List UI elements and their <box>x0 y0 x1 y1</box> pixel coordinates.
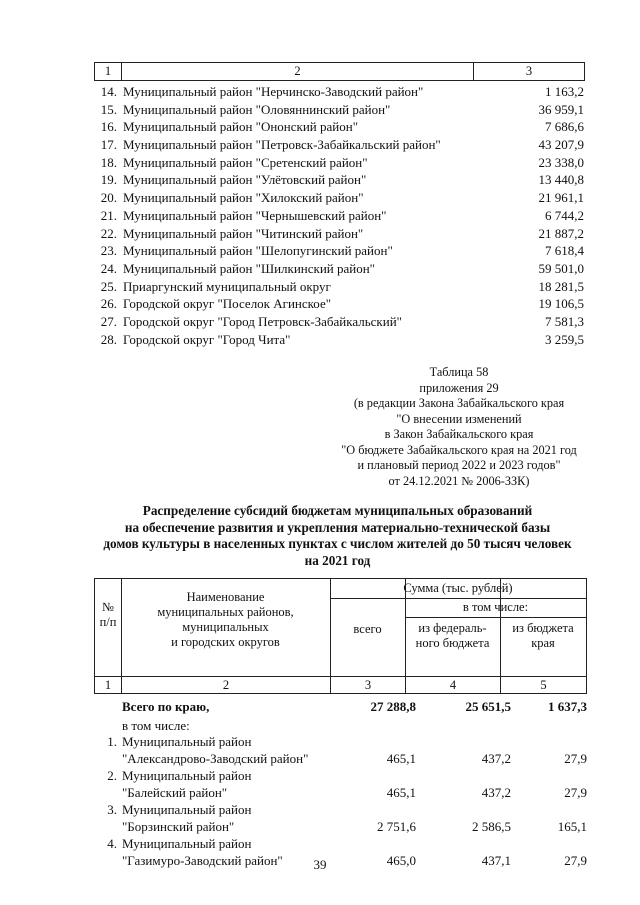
amount: 21 887,2 <box>538 225 584 241</box>
total-label: Всего по краю, <box>122 699 210 714</box>
title-line: домов культуры в населенных пунктах с числом жителей до 50 тысяч человек <box>103 536 572 551</box>
caption-line: (в редакции Закона Забайкальского края <box>353 396 565 410</box>
page-number: 39 <box>313 857 327 872</box>
amount: 3 259,5 <box>545 331 584 347</box>
table-row <box>94 101 585 119</box>
municipality-name: Муниципальный район "Улётовский район" <box>123 172 367 188</box>
row-number: 1. <box>107 734 117 749</box>
column-number: 2 <box>121 677 330 693</box>
sum-regional: 165,1 <box>557 818 587 834</box>
table-row <box>94 118 585 136</box>
sum-regional: 27,9 <box>564 784 587 800</box>
row-number: 24. <box>100 260 117 276</box>
municipality-name: Муниципальный район "Оловяннинский район" <box>123 101 391 117</box>
amount: 18 281,5 <box>538 278 584 294</box>
column-number: 1 <box>95 63 122 80</box>
municipality-name: Муниципальный район "Шелопугинский район" <box>123 243 393 259</box>
amount: 19 106,5 <box>538 296 584 312</box>
municipality-name: Городской округ "Город Чита" <box>123 331 291 347</box>
total-federal: 25 651,5 <box>465 699 511 714</box>
amount: 7 581,3 <box>545 313 584 329</box>
sum-federal: 437,2 <box>481 750 511 766</box>
municipality-name: Муниципальный район "Ононский район" <box>123 119 359 135</box>
including-label: в том числе: <box>122 718 190 733</box>
header-incl: в том числе: <box>462 600 529 614</box>
table-row <box>94 331 585 349</box>
municipality-name: Муниципальный район "Петровск-Забайкальский район" <box>123 137 441 153</box>
row-number: 16. <box>100 119 117 135</box>
table-row <box>94 768 587 802</box>
sum-regional: 27,9 <box>564 852 587 868</box>
caption-line: "О бюджете Забайкальского края на 2021 год <box>341 442 577 457</box>
municipality-name: Городской округ "Поселок Агинское" <box>123 296 332 312</box>
table-row <box>94 313 585 331</box>
column-number: 3 <box>525 64 533 78</box>
column-number: 3 <box>330 677 405 693</box>
row-number: 28. <box>100 331 117 347</box>
including-label-row <box>94 718 587 734</box>
municipality-name: Муниципальный район "Александрово-Заводский район" <box>122 734 309 766</box>
column-number: 5 <box>500 677 586 693</box>
row-number: 4. <box>107 836 117 851</box>
amount: 21 961,1 <box>538 190 584 206</box>
caption-line: "О внесении изменений <box>396 411 522 426</box>
row-number: 26. <box>100 296 117 312</box>
row-number: 2. <box>107 768 117 783</box>
amount: 43 207,9 <box>538 137 584 153</box>
row-number: 22. <box>100 225 117 241</box>
table-row <box>94 83 585 101</box>
header-number: № п/п <box>99 600 117 629</box>
row-number: 18. <box>100 154 117 170</box>
header-regional: из бюджета края <box>512 621 574 650</box>
row-number: 27. <box>100 313 117 329</box>
total-row <box>94 698 587 718</box>
sum-total: 2 751,6 <box>377 818 416 834</box>
table-row <box>94 171 585 189</box>
row-number: 25. <box>100 278 117 294</box>
sum-federal: 2 586,5 <box>472 818 511 834</box>
column-number: 2 <box>122 63 474 80</box>
table-header <box>94 578 587 677</box>
table-row <box>94 295 585 313</box>
table-body <box>94 698 587 870</box>
amount: 36 959,1 <box>538 101 584 117</box>
table-row <box>94 278 585 296</box>
caption-line: приложения 29 <box>419 380 499 395</box>
column-number: 4 <box>405 677 500 693</box>
municipality-name: Муниципальный район "Читинский район" <box>123 225 364 241</box>
total-sum: 27 288,8 <box>370 699 416 714</box>
table-row <box>94 734 587 768</box>
table-column-numbers <box>94 677 587 694</box>
row-number: 20. <box>100 190 117 206</box>
sum-regional: 27,9 <box>564 750 587 766</box>
caption-line: в Закон Забайкальского края <box>384 427 534 441</box>
caption-line: от 24.12.2021 № 2006-ЗЗК) <box>388 473 530 488</box>
sum-total: 465,1 <box>386 784 416 800</box>
row-number: 17. <box>100 137 117 153</box>
amount: 23 338,0 <box>538 154 584 170</box>
table-caption <box>330 365 588 489</box>
caption-line: Таблица 58 <box>429 365 489 379</box>
row-number: 23. <box>100 243 117 259</box>
amount: 7 618,4 <box>545 243 584 259</box>
row-number: 21. <box>100 207 117 223</box>
amount: 6 744,2 <box>545 207 584 223</box>
table-row <box>94 136 585 154</box>
header-federal: из федераль- ного бюджета <box>415 621 490 650</box>
table-row <box>94 225 585 243</box>
subsidy-table-continuation <box>94 62 585 348</box>
table-row <box>94 802 587 836</box>
municipality-name: Муниципальный район "Хилокский район" <box>123 190 364 206</box>
row-number: 15. <box>100 101 117 117</box>
table-row <box>94 207 585 225</box>
table-row <box>94 242 585 260</box>
sum-total: 465,0 <box>386 852 416 868</box>
municipality-name: Муниципальный район "Чернышевский район" <box>123 207 387 223</box>
municipality-name: Городской округ "Город Петровск-Забайкальский" <box>123 313 402 329</box>
row-number: 14. <box>100 84 117 99</box>
amount: 1 163,2 <box>545 84 584 99</box>
column-number: 1 <box>104 678 112 692</box>
amount: 7 686,6 <box>545 119 584 135</box>
title-line: на 2021 год <box>304 552 371 568</box>
municipality-name: Муниципальный район "Шилкинский район" <box>123 260 375 276</box>
header-total: всего <box>353 622 382 636</box>
title-line: на обеспечение развития и укрепления материально-технической базы <box>124 519 551 535</box>
table-row <box>94 189 585 207</box>
total-regional: 1 637,3 <box>548 699 587 714</box>
table-column-numbers <box>94 62 585 81</box>
sum-federal: 437,1 <box>481 852 511 868</box>
municipality-name: Муниципальный район "Нерчинско-Заводский район" <box>123 84 424 99</box>
municipality-name: Муниципальный район "Борзинский район" <box>122 802 252 834</box>
row-number: 19. <box>100 172 117 188</box>
table-row <box>94 260 585 278</box>
municipality-name: Муниципальный район "Балейский район" <box>122 768 252 800</box>
table-row <box>94 154 585 172</box>
sum-total: 465,1 <box>386 750 416 766</box>
sum-federal: 437,2 <box>481 784 511 800</box>
municipality-name: Муниципальный район "Сретенский район" <box>123 154 368 170</box>
header-sum: Сумма (тыс. рублей) <box>403 581 513 595</box>
row-number: 3. <box>107 802 117 817</box>
document-title <box>85 503 590 569</box>
caption-line: и плановый период 2022 и 2023 годов" <box>357 458 561 472</box>
title-line: Распределение субсидий бюджетам муниципальных образований <box>142 503 533 518</box>
header-name: Наименование муниципальных районов, муниципальных и городских округов <box>157 590 294 649</box>
amount: 13 440,8 <box>538 172 584 188</box>
municipality-name: Приаргунский муниципальный округ <box>123 278 331 294</box>
municipality-name: Муниципальный район "Газимуро-Заводский район" <box>122 836 283 868</box>
subsidy-distribution-table <box>94 578 587 870</box>
amount: 59 501,0 <box>538 260 584 276</box>
